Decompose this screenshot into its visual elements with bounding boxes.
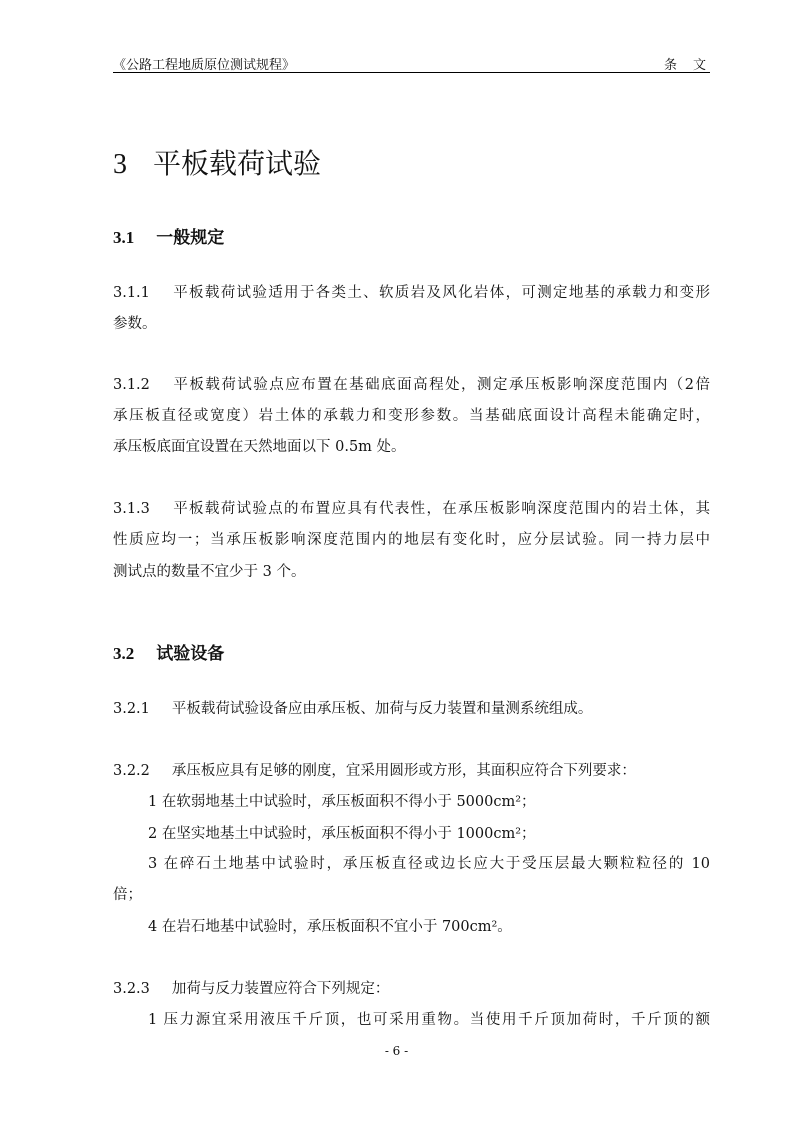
list-item: 1 压力源宜采用液压千斤顶，也可采用重物。当使用千斤顶加荷时，千斤顶的额 [148,1012,710,1028]
chapter-heading [113,142,321,182]
section-number: 3.2 [113,644,135,663]
clause-3-2-3 [113,979,710,999]
list-item: 3 在碎石土地基中试验时，承压板直径或边长应大于受压层最大颗粒粒径的 10 [148,856,710,872]
clause-line: 承压板直径或宽度）岩土体的承载力和变形参数。当基础底面设计高程未能确定时， [113,408,710,424]
clause-3-1-3 [113,499,710,519]
clause-number: 3.1.3 [113,501,150,517]
list-item: 4 在岩石地基中试验时，承压板面积不宜小于 700cm²。 [148,919,512,935]
clause-number: 3.2.3 [113,981,150,997]
clause-text: 加荷与反力装置应符合下列规定： [171,981,390,997]
clause-text: 平板载荷试验适用于各类土、软质岩及风化岩体，可测定地基的承载力和变形 [171,285,710,301]
clause-line: 参数。 [113,316,157,332]
chapter-number: 3 [113,149,127,180]
clause-text: 平板载荷试验点的布置应具有代表性，在承压板影响深度范围内的岩土体，其 [171,501,710,517]
header-right: 条文 [663,58,722,73]
clause-3-1-2 [113,375,710,395]
clause-line: 性质应均一；当承压板影响深度范围内的地层有变化时，应分层试验。同一持力层中 [113,532,710,548]
clause-3-2-1 [113,699,710,719]
clause-line: 测试点的数量不宜少于 3 个。 [113,564,306,580]
list-item: 2 在坚实地基土中试验时，承压板面积不得小于 1000cm²； [148,826,536,842]
clause-text: 承压板应具有足够的刚度，宜采用圆形或方形，其面积应符合下列要求： [171,763,636,779]
clause-text: 平板载荷试验设备应由承压板、加荷与反力装置和量测系统组成。 [171,701,593,717]
chapter-title: 平板载荷试验 [153,147,322,180]
list-item: 1 在软弱地基土中试验时，承压板面积不得小于 5000cm²； [148,794,536,810]
section-heading-3-2 [113,639,224,664]
header-title: 《公路工程地质原位测试规程》 [113,58,296,73]
page-number: - 6 - [384,1044,409,1058]
clause-number: 3.1.1 [113,285,150,301]
clause-text: 平板载荷试验点应布置在基础底面高程处，测定承压板影响深度范围内（2倍 [171,377,710,393]
clause-3-2-2 [113,761,710,781]
clause-line: 承压板底面宜设置在天然地面以下 0.5m 处。 [113,439,406,455]
clause-number: 3.2.1 [113,701,150,717]
section-title: 试验设备 [156,644,225,664]
clause-3-1-1 [113,283,710,303]
clause-number: 3.1.2 [113,377,150,393]
section-heading-3-1 [113,223,224,248]
section-number: 3.1 [113,228,135,247]
list-item-continuation: 倍； [113,887,142,903]
running-header [113,52,722,73]
section-title: 一般规定 [156,228,225,248]
clause-number: 3.2.2 [113,763,150,779]
